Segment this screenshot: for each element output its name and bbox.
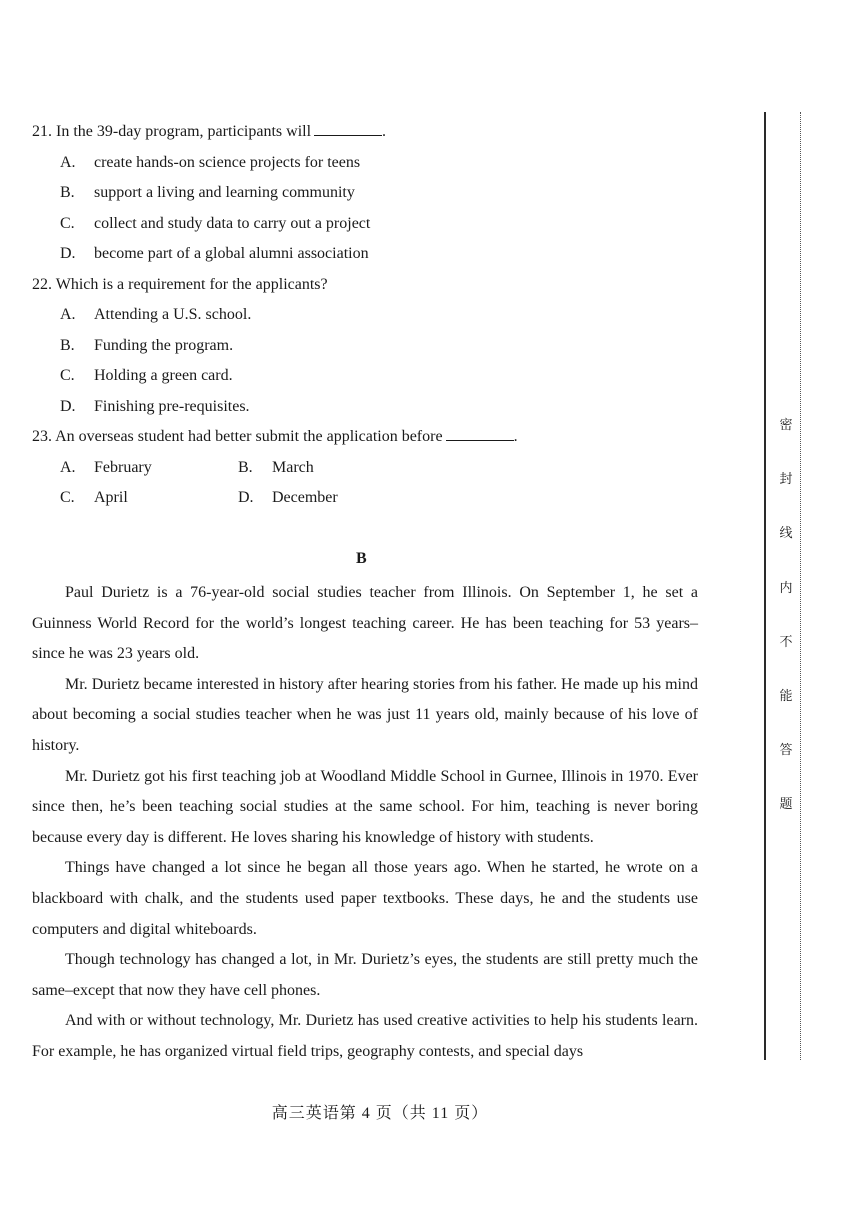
section-b-title: B bbox=[356, 550, 367, 567]
option-letter: C. bbox=[60, 489, 75, 506]
option-letter: A. bbox=[60, 153, 76, 171]
option-letter: D. bbox=[238, 489, 254, 506]
option-letter: B. bbox=[60, 336, 75, 354]
question-stem: Which is a requirement for the applicants? bbox=[55, 275, 328, 293]
stem-end: . bbox=[382, 123, 387, 140]
seal-char: 题 bbox=[779, 797, 793, 813]
stem-end: . bbox=[513, 428, 518, 445]
question-23 bbox=[32, 422, 732, 453]
option-letter: B. bbox=[60, 184, 75, 201]
options-23-row-1 bbox=[32, 453, 732, 484]
option-letter: C. bbox=[60, 367, 75, 384]
option-text: April bbox=[94, 489, 128, 506]
question-list bbox=[32, 117, 732, 514]
option-21-d bbox=[32, 239, 732, 270]
seal-solid-line bbox=[764, 112, 766, 1060]
page-footer: 高三英语第 4 页（共 11 页） bbox=[271, 1105, 489, 1122]
option-22-a bbox=[32, 300, 732, 331]
question-stem: An overseas student had better submit the application before bbox=[55, 428, 443, 445]
option-text: March bbox=[272, 458, 314, 476]
answer-blank bbox=[446, 426, 514, 441]
passage-paragraph: Paul Durietz is a 76-year-old social studies teacher from Illinois. On September 1, he set a Guinness World Record for the world’s longest teaching career. He has been teaching for 53 years–since he was 23 years old. bbox=[32, 584, 698, 663]
option-text: support a living and learning community bbox=[94, 184, 355, 201]
option-text: December bbox=[272, 489, 338, 506]
option-letter: A. bbox=[60, 458, 76, 476]
option-letter: B. bbox=[238, 458, 253, 476]
seal-line-notice bbox=[775, 416, 797, 850]
option-22-c bbox=[32, 361, 732, 392]
option-23-a bbox=[60, 453, 238, 484]
option-letter: C. bbox=[60, 214, 75, 232]
seal-char: 封 bbox=[779, 472, 793, 488]
option-text: create hands-on science projects for teens bbox=[94, 153, 361, 171]
option-text: collect and study data to carry out a project bbox=[94, 214, 371, 232]
option-22-d bbox=[32, 392, 732, 423]
option-text: February bbox=[94, 458, 152, 476]
seal-char: 能 bbox=[779, 688, 793, 704]
option-21-a bbox=[32, 148, 732, 179]
question-number: 23. bbox=[32, 428, 52, 445]
passage-paragraph: And with or without technology, Mr. Durietz has used creative activities to help his students learn. For example, he has organized virtual field trips, geography contests, and special days bbox=[32, 1012, 698, 1060]
question-22 bbox=[32, 270, 732, 301]
option-23-d bbox=[238, 483, 416, 514]
option-21-c bbox=[32, 209, 732, 240]
passage-paragraph: Mr. Durietz became interested in history after hearing stories from his father. He made up his mind about becoming a social studies teacher when he was just 11 years old, mainly because of his love of history. bbox=[32, 675, 698, 754]
option-text: Holding a green card. bbox=[94, 367, 233, 384]
seal-char: 内 bbox=[779, 580, 793, 596]
question-21 bbox=[32, 117, 732, 148]
seal-char: 答 bbox=[779, 743, 793, 759]
options-23-row-2 bbox=[32, 483, 732, 514]
option-text: Funding the program. bbox=[94, 336, 234, 354]
question-number: 21. bbox=[32, 123, 52, 140]
option-21-b bbox=[32, 178, 732, 209]
reading-passage-b bbox=[32, 578, 698, 1068]
option-letter: D. bbox=[60, 397, 76, 415]
option-letter: D. bbox=[60, 245, 76, 262]
option-text: Attending a U.S. school. bbox=[94, 306, 252, 323]
question-number: 22. bbox=[32, 275, 52, 293]
option-text: Finishing pre-requisites. bbox=[94, 397, 250, 415]
option-23-c bbox=[60, 483, 238, 514]
passage-paragraph: Though technology has changed a lot, in Mr. Durietz’s eyes, the students are still pretty much the same–except that now they have cell phones. bbox=[32, 951, 698, 999]
option-22-b bbox=[32, 331, 732, 362]
question-stem: In the 39-day program, participants will bbox=[56, 123, 312, 140]
option-text: become part of a global alumni association bbox=[94, 245, 369, 262]
seal-dotted-line bbox=[800, 112, 801, 1060]
seal-char: 线 bbox=[779, 526, 793, 542]
passage-paragraph: Mr. Durietz got his first teaching job at Woodland Middle School in Gurnee, Illinois in 1970. Ever since then, he’s been teaching social studies at the same school. For him, teaching is never boring because every day is different. He loves sharing his knowledge of history with students. bbox=[32, 767, 698, 846]
option-letter: A. bbox=[60, 306, 76, 323]
passage-paragraph: Things have changed a lot since he began all those years ago. When he started, he wrote on a blackboard with chalk, and the students used paper textbooks. These days, he and the students use computers and digital whiteboards. bbox=[32, 859, 698, 938]
seal-char: 不 bbox=[779, 634, 793, 650]
answer-blank bbox=[314, 121, 382, 136]
seal-char: 密 bbox=[779, 418, 793, 433]
option-23-b bbox=[238, 453, 416, 484]
